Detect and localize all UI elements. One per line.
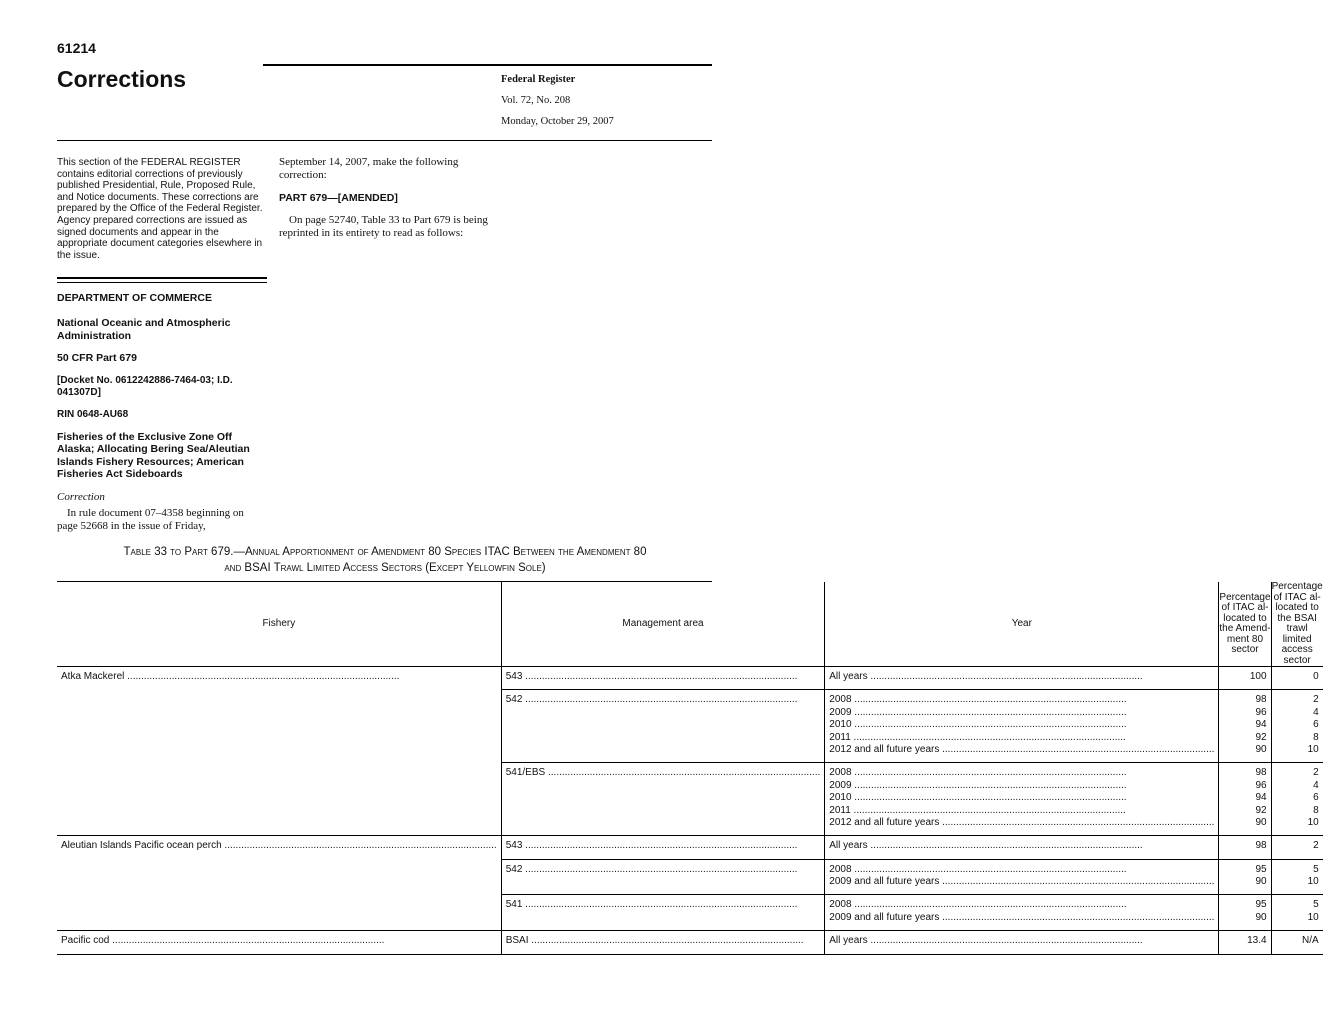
leader-dots: .................................................................................................. xyxy=(528,935,804,947)
header-rule xyxy=(263,64,712,66)
cell-year xyxy=(825,690,1219,763)
cell-pct-amendment80-text: 90 xyxy=(1255,876,1267,888)
cell-year-text: 2009 xyxy=(829,779,852,791)
cell-pct-amendment80-text: 96 xyxy=(1255,779,1267,791)
cell-pct-bsai-trawl xyxy=(1271,836,1323,859)
rin-number: RIN 0648-AU68 xyxy=(57,408,129,420)
cell-pct-amendment80 xyxy=(1219,667,1271,690)
cell-pct-amendment80-text: 90 xyxy=(1255,743,1267,755)
table-title-line-1: Table 33 to Part 679.—Annual Apportionment of Amendment 80 Species ITAC Between the Amendment 80 xyxy=(123,546,647,558)
cell-pct-amendment80 xyxy=(1219,895,1271,931)
cell-pct-bsai-trawl-text: 6 xyxy=(1313,719,1319,731)
cell-pct-bsai-trawl-text: 5 xyxy=(1313,863,1319,875)
cell-fishery xyxy=(57,667,501,690)
cell-year-text: All years xyxy=(829,840,868,852)
volume-number: Vol. 72, No. 208 xyxy=(501,95,571,106)
cell-pct-bsai-trawl-text: 10 xyxy=(1307,876,1319,888)
cell-pct-bsai-trawl-line xyxy=(1276,719,1319,731)
cell-management-area xyxy=(501,667,825,690)
cell-pct-amendment80 xyxy=(1219,931,1271,954)
cell-year-text: 2010 xyxy=(829,719,852,731)
reprint-paragraph: On page 52740, Table 33 to Part 679 is being reprinted in its entirety to read as follows: xyxy=(279,214,488,239)
cell-pct-bsai-trawl-text: 6 xyxy=(1313,792,1319,804)
cell-pct-amendment80-line xyxy=(1223,780,1266,792)
cell-fishery-line xyxy=(61,767,497,779)
cell-pct-bsai-trawl xyxy=(1271,931,1323,954)
cell-year-text: 2008 xyxy=(829,863,852,875)
header-bottom-rule xyxy=(57,140,712,141)
leader-dots: .................................................................................................. xyxy=(939,743,1215,755)
cell-fishery xyxy=(57,690,501,763)
header-fishery: Fishery xyxy=(57,582,501,667)
cell-management-area xyxy=(501,690,825,763)
cell-pct-amendment80-text: 98 xyxy=(1255,840,1267,852)
cell-pct-amendment80-line xyxy=(1223,817,1266,829)
leader-dots: .................................................................................................. xyxy=(867,840,1143,852)
leader-dots: .................................................................................................. xyxy=(851,706,1127,718)
cell-pct-amendment80 xyxy=(1219,836,1271,859)
table-row xyxy=(57,763,1323,836)
cell-year-text: 2009 xyxy=(829,706,852,718)
leader-dots: .................................................................................................. xyxy=(109,935,385,947)
cell-pct-amendment80 xyxy=(1219,690,1271,763)
cell-management-area-text: 541 xyxy=(505,899,523,911)
cell-management-area-line xyxy=(506,671,821,683)
cell-pct-bsai-trawl-text: 4 xyxy=(1313,779,1319,791)
cell-pct-bsai-trawl xyxy=(1271,763,1323,836)
cell-management-area-line xyxy=(506,864,821,876)
table-row xyxy=(57,931,1323,954)
cell-management-area-text: 542 xyxy=(505,694,523,706)
intro-rule-thick xyxy=(57,277,267,279)
leader-dots: .................................................................................................. xyxy=(851,863,1127,875)
cell-pct-bsai-trawl-line xyxy=(1276,744,1319,756)
cell-pct-bsai-trawl-line xyxy=(1276,912,1319,924)
department-heading: DEPARTMENT OF COMMERCE xyxy=(57,292,212,304)
leader-dots: .................................................................................................. xyxy=(124,671,400,682)
cell-management-area-line xyxy=(506,899,821,911)
cell-fishery-text: Atka Mackerel xyxy=(61,671,125,682)
cell-year-line xyxy=(829,732,1214,744)
cell-year-text: 2008 xyxy=(829,694,852,706)
cell-year-text: 2011 xyxy=(829,804,851,816)
leader-dots: .................................................................................................. xyxy=(522,899,798,911)
cell-pct-amendment80-line xyxy=(1223,671,1266,683)
document-middle-column xyxy=(279,156,491,240)
table-body xyxy=(57,667,1323,955)
cell-year-line xyxy=(829,805,1214,817)
cell-year-line xyxy=(829,935,1214,947)
cell-year-line xyxy=(829,707,1214,719)
cell-pct-amendment80-line xyxy=(1223,899,1266,911)
cell-management-area xyxy=(501,895,825,931)
cell-pct-amendment80-line xyxy=(1223,732,1266,744)
cell-year-line xyxy=(829,744,1214,756)
cell-fishery-line xyxy=(61,935,497,947)
cell-management-area-line xyxy=(506,840,821,852)
leader-dots: .................................................................................................. xyxy=(851,719,1127,731)
cell-pct-amendment80-line xyxy=(1223,935,1266,947)
leader-dots: .................................................................................................. xyxy=(851,694,1127,706)
table-row xyxy=(57,667,1323,690)
cell-pct-bsai-trawl-text: 5 xyxy=(1313,899,1319,911)
cell-pct-bsai-trawl-text: N/A xyxy=(1302,935,1319,947)
cell-pct-bsai-trawl-line xyxy=(1276,876,1319,888)
cell-year-line xyxy=(829,719,1214,731)
cell-pct-bsai-trawl-text: 0 xyxy=(1313,671,1319,682)
cell-management-area xyxy=(501,859,825,895)
cell-pct-amendment80-text: 95 xyxy=(1255,899,1267,911)
cell-pct-amendment80-line xyxy=(1223,694,1266,706)
cell-fishery xyxy=(57,895,501,931)
intro-box: This section of the FEDERAL REGISTER contains editorial corrections of previously published Presidential, Rule, Proposed Rule, and Notice documents. These corrections are prepared by the Office of the Federal Register. Agency prepared corrections are issued as signed documents and appear in the appropriate document categories elsewhere in the issue. xyxy=(57,157,263,261)
cell-year-line xyxy=(829,767,1214,779)
cell-fishery-line xyxy=(61,863,497,875)
cell-year xyxy=(825,763,1219,836)
cell-pct-bsai-trawl xyxy=(1271,690,1323,763)
cell-year-line xyxy=(829,912,1214,924)
cell-management-area-text: 542 xyxy=(505,863,523,875)
header-management-area: Management area xyxy=(501,582,825,667)
document-title: Fisheries of the Exclusive Zone Off Alaska; Allocating Bering Sea/Aleutian Islands Fishery Resources; American Fisheries Act Sideboards xyxy=(57,430,250,480)
cell-pct-bsai-trawl xyxy=(1271,895,1323,931)
cell-pct-amendment80-line xyxy=(1223,840,1266,852)
cell-pct-bsai-trawl-text: 8 xyxy=(1313,731,1319,743)
cell-year-text: 2010 xyxy=(829,792,852,804)
cell-pct-bsai-trawl-line xyxy=(1276,899,1319,911)
cell-year-text: 2008 xyxy=(829,899,852,911)
table-row xyxy=(57,836,1323,859)
leader-dots: .................................................................................................. xyxy=(221,840,497,852)
issue-date: Monday, October 29, 2007 xyxy=(501,116,614,127)
cell-year-line xyxy=(829,780,1214,792)
leader-dots: .................................................................................................. xyxy=(867,671,1143,682)
header-pct-amendment80: Percentage of ITAC al- located to the Amend- ment 80 sector xyxy=(1219,582,1271,667)
document-left-column xyxy=(57,292,267,533)
cell-pct-amendment80-text: 90 xyxy=(1255,816,1267,828)
leader-dots: .................................................................................................. xyxy=(939,911,1215,923)
cell-fishery-line xyxy=(61,840,497,852)
cell-management-area-text: BSAI xyxy=(505,935,529,947)
cell-pct-amendment80-text: 90 xyxy=(1255,911,1267,923)
cell-pct-amendment80-text: 92 xyxy=(1255,804,1267,816)
cell-management-area-line xyxy=(506,935,821,947)
cell-management-area-text: 541/EBS xyxy=(505,767,546,779)
leader-dots: .................................................................................................. xyxy=(851,767,1127,779)
leader-dots: .................................................................................................. xyxy=(850,731,1126,743)
part-heading: PART 679—[AMENDED] xyxy=(279,192,398,204)
cell-pct-bsai-trawl-text: 2 xyxy=(1313,694,1319,706)
correction-paragraph-continued: September 14, 2007, make the following correction: xyxy=(279,156,459,181)
cell-pct-amendment80-line xyxy=(1223,767,1266,779)
cell-year-text: 2012 and all future years xyxy=(829,816,940,828)
leader-dots: .................................................................................................. xyxy=(851,792,1127,804)
cell-pct-bsai-trawl-line xyxy=(1276,707,1319,719)
cell-year-line xyxy=(829,694,1214,706)
leader-dots: .................................................................................................. xyxy=(522,694,798,706)
cell-pct-bsai-trawl-line xyxy=(1276,817,1319,829)
cell-pct-bsai-trawl xyxy=(1271,859,1323,895)
cell-pct-amendment80-line xyxy=(1223,792,1266,804)
header-pct-bsai-trawl: Percentage of ITAC al- located to the BSAI trawl limited access sector xyxy=(1271,581,1323,666)
leader-dots: .................................................................................................. xyxy=(522,671,798,682)
agency-heading: National Oceanic and Atmospheric Administration xyxy=(57,317,231,342)
cell-pct-amendment80-text: 94 xyxy=(1255,792,1267,804)
leader-dots: .................................................................................................. xyxy=(522,863,798,875)
cell-pct-amendment80-text: 96 xyxy=(1255,706,1267,718)
cell-year-line xyxy=(829,817,1214,829)
cell-fishery xyxy=(57,763,501,836)
cell-pct-bsai-trawl-line xyxy=(1276,864,1319,876)
cell-pct-bsai-trawl-line xyxy=(1276,805,1319,817)
cell-pct-amendment80-line xyxy=(1223,719,1266,731)
cell-pct-amendment80-line xyxy=(1223,707,1266,719)
cell-management-area-line xyxy=(506,767,821,779)
cell-pct-amendment80-line xyxy=(1223,912,1266,924)
leader-dots: .................................................................................................. xyxy=(867,935,1143,947)
cell-pct-amendment80-line xyxy=(1223,864,1266,876)
cell-pct-amendment80-text: 92 xyxy=(1255,731,1267,743)
cell-fishery-line xyxy=(61,694,497,706)
cell-management-area xyxy=(501,836,825,859)
cell-pct-bsai-trawl-line xyxy=(1276,840,1319,852)
cell-pct-bsai-trawl-line xyxy=(1276,792,1319,804)
cell-pct-bsai-trawl-line xyxy=(1276,767,1319,779)
cell-pct-bsai-trawl-line xyxy=(1276,935,1319,947)
cell-pct-amendment80-line xyxy=(1223,744,1266,756)
cell-management-area-text: 543 xyxy=(505,671,523,682)
cell-year-text: 2012 and all future years xyxy=(829,743,940,755)
correction-label: Correction xyxy=(57,490,105,503)
cell-pct-amendment80-line xyxy=(1223,805,1266,817)
cell-pct-amendment80-line xyxy=(1223,876,1266,888)
section-title: Corrections xyxy=(57,66,187,92)
leader-dots: .................................................................................................. xyxy=(939,876,1215,888)
correction-paragraph: In rule document 07–4358 beginning on page 52668 in the issue of Friday, xyxy=(57,506,244,532)
cell-fishery xyxy=(57,836,501,859)
header-year: Year xyxy=(825,582,1219,667)
apportionment-table xyxy=(57,582,1323,955)
cell-pct-bsai-trawl-line xyxy=(1276,732,1319,744)
leader-dots: .................................................................................................. xyxy=(851,899,1127,911)
cell-year-line xyxy=(829,792,1214,804)
cell-fishery-line xyxy=(61,671,497,683)
leader-dots: .................................................................................................. xyxy=(850,804,1126,816)
cell-pct-bsai-trawl-text: 10 xyxy=(1307,911,1319,923)
cell-pct-bsai-trawl-text: 2 xyxy=(1313,840,1319,852)
cell-pct-bsai-trawl-text: 2 xyxy=(1313,767,1319,779)
cell-year-line xyxy=(829,899,1214,911)
cell-year xyxy=(825,667,1219,690)
cell-year-text: 2011 xyxy=(829,731,851,743)
cell-pct-amendment80-text: 94 xyxy=(1255,719,1267,731)
table-row xyxy=(57,859,1323,895)
cell-pct-bsai-trawl-line xyxy=(1276,671,1319,683)
cell-management-area xyxy=(501,931,825,954)
cell-fishery-text: Aleutian Islands Pacific ocean perch xyxy=(61,840,222,852)
cell-fishery xyxy=(57,931,501,954)
cell-year-text: 2008 xyxy=(829,767,852,779)
cell-year xyxy=(825,859,1219,895)
docket-number: [Docket No. 0612242886-7464-03; I.D. 041307D] xyxy=(57,374,233,398)
table-header-row xyxy=(57,582,1323,667)
cell-pct-amendment80 xyxy=(1219,763,1271,836)
cell-pct-amendment80-text: 95 xyxy=(1255,863,1267,875)
table-row xyxy=(57,690,1323,763)
leader-dots: .................................................................................................. xyxy=(851,779,1127,791)
cell-year-line xyxy=(829,840,1214,852)
cell-fishery-line xyxy=(61,899,497,911)
intro-rule-thin xyxy=(57,282,267,283)
cell-pct-amendment80-text: 13.4 xyxy=(1247,935,1267,947)
cell-pct-amendment80-text: 100 xyxy=(1249,671,1267,682)
cell-pct-bsai-trawl-text: 10 xyxy=(1307,743,1319,755)
cell-management-area-line xyxy=(506,694,821,706)
cell-pct-bsai-trawl-text: 8 xyxy=(1313,804,1319,816)
cell-pct-bsai-trawl-text: 10 xyxy=(1307,816,1319,828)
cell-year xyxy=(825,931,1219,954)
cell-pct-amendment80-text: 98 xyxy=(1255,767,1267,779)
cell-year xyxy=(825,836,1219,859)
leader-dots: .................................................................................................. xyxy=(545,767,821,779)
cell-management-area xyxy=(501,763,825,836)
cell-year-line xyxy=(829,671,1214,683)
leader-dots: .................................................................................................. xyxy=(939,816,1215,828)
cell-fishery xyxy=(57,859,501,895)
cell-pct-bsai-trawl xyxy=(1271,667,1323,690)
cfr-heading: 50 CFR Part 679 xyxy=(57,352,137,364)
cell-pct-bsai-trawl-line xyxy=(1276,694,1319,706)
leader-dots: .................................................................................................. xyxy=(522,840,798,852)
cell-fishery-text: Pacific cod xyxy=(61,935,110,947)
cell-year-line xyxy=(829,876,1214,888)
table-row xyxy=(57,895,1323,931)
cell-pct-amendment80-text: 98 xyxy=(1255,694,1267,706)
cell-pct-amendment80 xyxy=(1219,859,1271,895)
cell-year-text: All years xyxy=(829,935,868,947)
cell-year-text: 2009 and all future years xyxy=(829,876,940,888)
cell-year-text: 2009 and all future years xyxy=(829,911,940,923)
page-number: 61214 xyxy=(57,40,96,56)
cell-pct-bsai-trawl-text: 4 xyxy=(1313,706,1319,718)
cell-management-area-text: 543 xyxy=(505,840,523,852)
publication-name: Federal Register xyxy=(501,74,576,85)
cell-year-line xyxy=(829,864,1214,876)
table-title-line-2: and BSAI Trawl Limited Access Sectors (Except Yellowfin Sole) xyxy=(224,562,546,574)
table-title xyxy=(40,544,730,576)
cell-year xyxy=(825,895,1219,931)
cell-pct-bsai-trawl-line xyxy=(1276,780,1319,792)
cell-year-text: All years xyxy=(829,671,868,682)
